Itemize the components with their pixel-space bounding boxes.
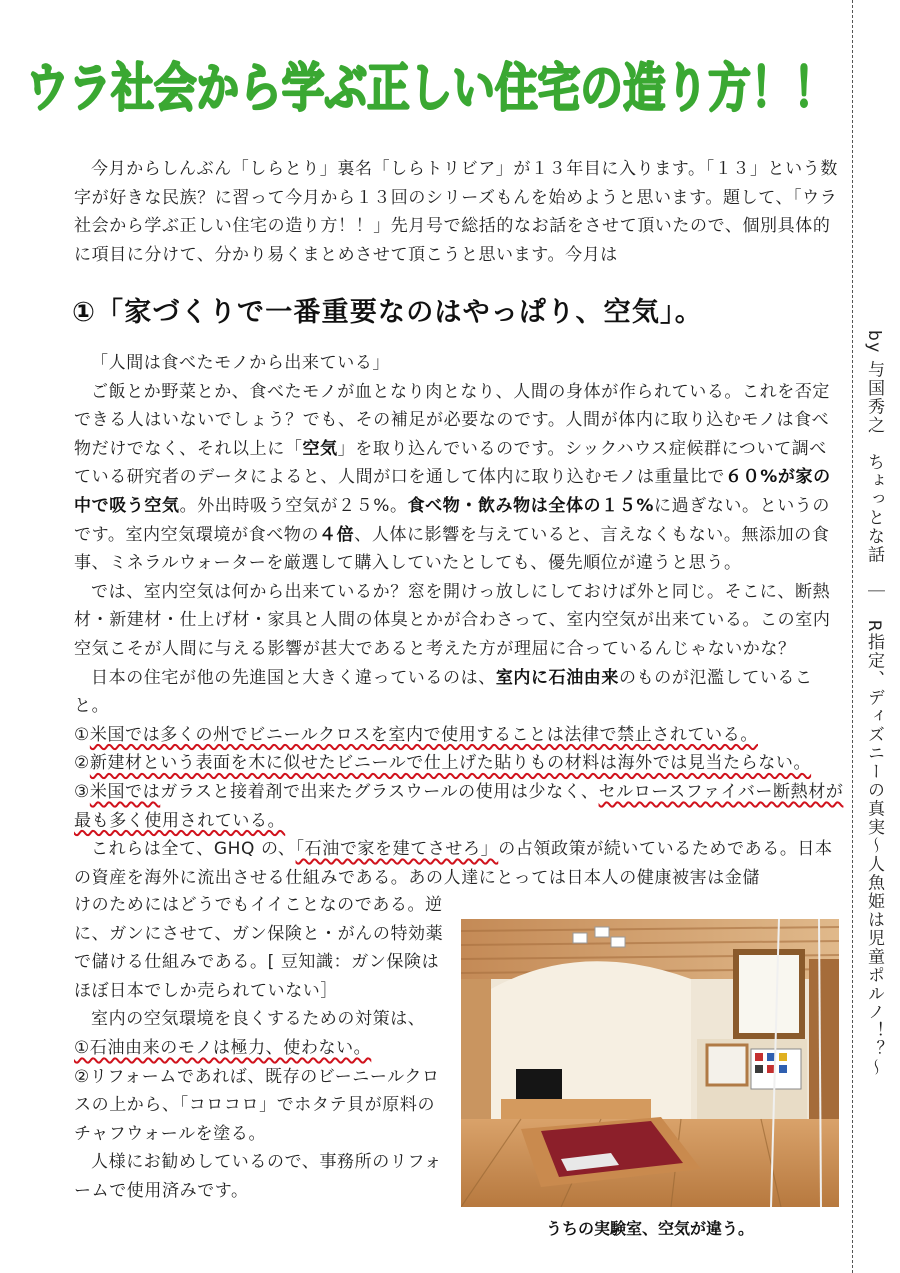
- page-title-text: ウラ社会から学ぶ正しい住宅の造り方！！: [26, 59, 836, 119]
- list-item-2: ②新建材という表面を木に似せたビニールで仕上げた貼りもの材料は海外では見当たらない。: [74, 753, 812, 774]
- room-illustration: [461, 919, 839, 1207]
- list-item-1: ①米国では多くの州でビニールクロスを室内で使用することは法律で禁止されている。: [74, 724, 758, 745]
- left-paragraph-3: 人様にお勧めしているので、事務所のリフォームで使用済みです。: [74, 1152, 442, 1201]
- paragraph-2: では、室内空気は何から出来ているか？窓を開けっ放しにしておけば外と同じ。そこに、断熱材・新建材・仕上げ材・家具と人間の体臭とかが合わさって、室内空気が出来ている。この室内空気こそが人間に与える影響が甚大であると考えた方が理屈に合っているんじゃないかな？: [74, 581, 831, 659]
- paragraph-3: 日本の住宅が他の先進国と大きく違っているのは、室内に石油由来のものが氾濫していること。: [74, 667, 813, 717]
- left-paragraph-2: 室内の空気環境を良くするための対策は、: [91, 1009, 426, 1030]
- emphasis-air: 空気: [302, 438, 338, 459]
- sidebar-vertical-text: by 与国秀之 ちょっとな話 ｜ R指定、ディズニーの真実〜人魚姫は児童ポルノ！？〜: [864, 330, 884, 1078]
- emphasis-60: ６０%が家の中で吸う空気: [74, 467, 831, 516]
- photo-caption: うちの実験室、空気が違う。: [545, 1219, 754, 1238]
- list-item-3: ③米国ではガラスと接着剤で出来たグラスウールの使用は少なく、セルロースファイバー断熱材が最も多く使用されている。: [74, 781, 844, 831]
- emphasis-4x: ４倍: [319, 524, 355, 545]
- left-list-item-2: ②リフォームであれば、既存のビーニールクロスの上から、「コロコロ」でホタテ貝が原料のチャフウォールを塗る。: [74, 1066, 440, 1144]
- sidebar-divider: [852, 0, 853, 1273]
- paragraph-4: これらは全て、GHQ の、「石油で家を建てさせろ」の占領政策が続いているためである。日本の資産を海外に流出させる仕組みである。あの人達にとっては日本人の健康被害は金儲: [74, 839, 833, 888]
- left-paragraph-1: けのためにはどうでもイイことなのである。逆に、ガンにさせて、ガン保険と・がんの特効薬で儲ける仕組みである。[ 豆知識：ガン保険はほぼ日本でしか売られていない］: [74, 895, 444, 1001]
- emphasis-petroleum: 室内に石油由来: [495, 667, 620, 688]
- intro-text: 今月からしんぶん「しらとり」裏名「しらトリビア」が１３年目に入ります。「１３」という数字が好きな民族？に習って今月から１３回のシリーズもんを始めようと思います。題して、「ウラ社会から学ぶ正しい住宅の造り方！！」先月号で総括的なお話をさせて頂いたので、個別具体的に項目に分けて、分かり易くまとめさせて頂こうと思います。今月は: [74, 159, 838, 265]
- room-photo: [461, 919, 839, 1207]
- left-list-item-1: ①石油由来のモノは極力、使わない。: [74, 1037, 372, 1058]
- quote: 「人間は食べたモノから出来ている」: [91, 353, 391, 373]
- emphasis-15: 食べ物・飲み物は全体の１５%: [407, 495, 654, 516]
- page-title: [22, 44, 842, 124]
- left-column: [74, 891, 452, 1206]
- paragraph-1: ご飯とか野菜とか、食べたモノが血となり肉となり、人間の身体が作られている。これを否定できる人はいないでしょう？でも、その補足が必要なのです。人間が体内に取り込むモノは食べ物だけでなく、それ以上に「空気」を取り込んでいるのです。シックハウス症候群について調べている研究者のデータによると、人間が口を通して体内に取り込むモノは重量比で６０%が家の中で吸う空気。外出時吸う空気が２５%。食べ物・飲み物は全体の１５%に過ぎない。というのです。室内空気環境が食べ物の４倍、人体に影響を与えていると、言えなくもない。無添加の食事、ミネラルウォーターを厳選して購入していたとしても、優先順位が違うと思う。: [74, 381, 831, 574]
- intro-paragraph: [74, 155, 844, 269]
- article-body: [74, 349, 844, 892]
- section-heading: ①「家づくりで一番重要なのはやっぱり、空気」。: [72, 297, 703, 328]
